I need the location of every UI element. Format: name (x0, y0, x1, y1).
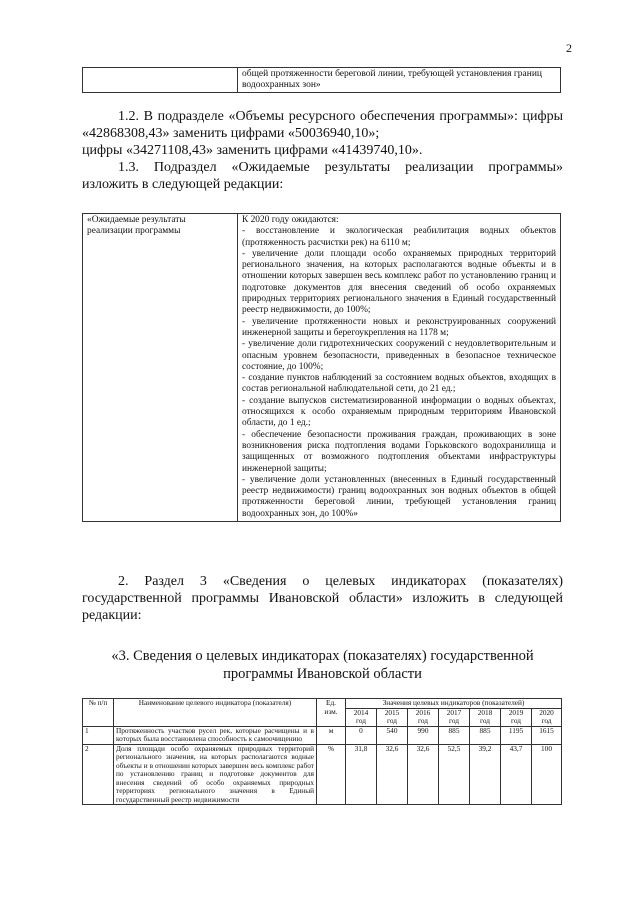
cell-value: 540 (377, 726, 408, 744)
list-item: - увеличение доли площади особо охраняемых природных территорий регионального значения, на которых располагаются водные объекты и в отношении которых завершен весь комплекс работ по установлению границ и подготовке документов для внесения сведений об особо охраняемых природных территориях регионального значения в Единый государственный реестр недвижимости, до 100%; (242, 248, 556, 316)
paragraph-1-3: 1.3. Подраздел «Ожидаемые результаты реализации программы» изложить в следующей редакции: (82, 160, 563, 192)
table-row (83, 726, 562, 744)
cell-unit: м (317, 726, 346, 744)
cell-value: 52,5 (439, 744, 470, 805)
header-unit: Ед. изм. (317, 699, 346, 727)
cell-name: Протяженность участков русел рек, которые расчищены и в которых была восстановлена способность к самоочищению (114, 726, 317, 744)
cell-value: 885 (439, 726, 470, 744)
fragment-table (82, 67, 561, 93)
header-name: Наименование целевого индикатора (показателя) (114, 699, 317, 727)
cell-value: 31,8 (346, 744, 377, 805)
list-item: - создание пунктов наблюдений за состоянием водных объектов, входящих в состав региональной наблюдательной сети, до 21 ед.; (242, 373, 556, 395)
cell-value: 43,7 (501, 744, 532, 805)
cell-value: 990 (408, 726, 439, 744)
expected-results-table (82, 213, 561, 522)
cell-value: 32,6 (377, 744, 408, 805)
header-year: 2014 год (346, 708, 377, 726)
list-item: - обеспечение безопасности проживания граждан, проживающих в зоне возникновения риска подтопления водами Горьковского водохранилища и защищенных от возможного подтопления объектами инфраструктуры инженерной защиты; (242, 429, 556, 474)
paragraph-2: 2. Раздел 3 «Сведения о целевых индикаторах (показателях) государственной программы Ивановской области» изложить в следующей редакции: (82, 574, 563, 623)
cell-value: 32,6 (408, 744, 439, 805)
cell-value: 39,2 (470, 744, 501, 805)
header-year: 2015 год (377, 708, 408, 726)
results-content-cell (238, 214, 561, 522)
cell-value: 0 (346, 726, 377, 744)
cell-name: Доля площади особо охраняемых природных территорий регионального значения, на которых располагаются водные объекты и в отношении которых завершен весь комплекс работ по установлению границ и подготовке документов для внесения сведений об особо охраняемых природных территориях регионального значения в Единый государственный реестр недвижимости (114, 744, 317, 805)
list-item: К 2020 году ожидаются: (242, 215, 339, 225)
table-row (83, 68, 561, 93)
table-row (83, 214, 561, 522)
indicators-table (82, 698, 562, 805)
table-row (83, 744, 562, 805)
amendment-paragraphs (82, 108, 563, 193)
header-num: № п/п (83, 699, 114, 727)
header-year: 2017 год (439, 708, 470, 726)
cell-value: 1195 (501, 726, 532, 744)
results-label-cell: «Ожидаемые результаты реализации программы (83, 214, 238, 522)
page-number: 2 (566, 41, 572, 55)
section-heading: «3. Сведения о целевых индикаторах (показателях) государственной программы Ивановской области (111, 648, 534, 682)
list-item: - восстановление и экологическая реабилитация водных объектов (протяженность расчистки рек) на 6110 м; (242, 226, 556, 248)
list-item: - увеличение протяженности новых и реконструированных сооружений инженерной защиты и берегоукрепления на 1178 м; (242, 316, 556, 338)
cell-value: 1615 (532, 726, 562, 744)
list-item: - создание выпусков систематизированной информации о водных объектах, относящихся к особо охраняемым природным территориям Ивановской области, до 1 ед.; (242, 395, 556, 429)
cell-unit: % (317, 744, 346, 805)
paragraph-1-2-cont: цифры «34271108,43» заменить цифрами «41439740,10». (82, 143, 423, 158)
section-3-paragraph (82, 573, 563, 624)
header-year: 2019 год (501, 708, 532, 726)
fragment-left-cell (83, 68, 238, 93)
header-year: 2018 год (470, 708, 501, 726)
header-values: Значения целевых индикаторов (показателей) (346, 699, 562, 709)
cell-value: 885 (470, 726, 501, 744)
list-item: - увеличение доли гидротехнических сооружений с неудовлетворительным и опасным уровнем безопасности, приведенных в безопасное техническое состояние, до 100%; (242, 339, 556, 372)
table-header-row (83, 699, 562, 709)
cell-value: 100 (532, 744, 562, 805)
cell-num: 1 (83, 726, 114, 744)
paragraph-1-2: 1.2. В подразделе «Объемы ресурсного обеспечения программы»: цифры «42868308,43» заменить цифрами «50036940,10»; (82, 109, 563, 141)
list-item: - увеличение доли установленных (внесенных в Единый государственный реестр недвижимости) границ водоохранных зон водных объектов в общей протяженности береговой линии, требующей установления границ водоохранных зон, до 100%» (242, 474, 556, 519)
header-year: 2016 год (408, 708, 439, 726)
header-year: 2020 год (532, 708, 562, 726)
cell-num: 2 (83, 744, 114, 805)
fragment-right-cell: общей протяженности береговой линии, требующей установления границ водоохранных зон» (238, 68, 561, 93)
